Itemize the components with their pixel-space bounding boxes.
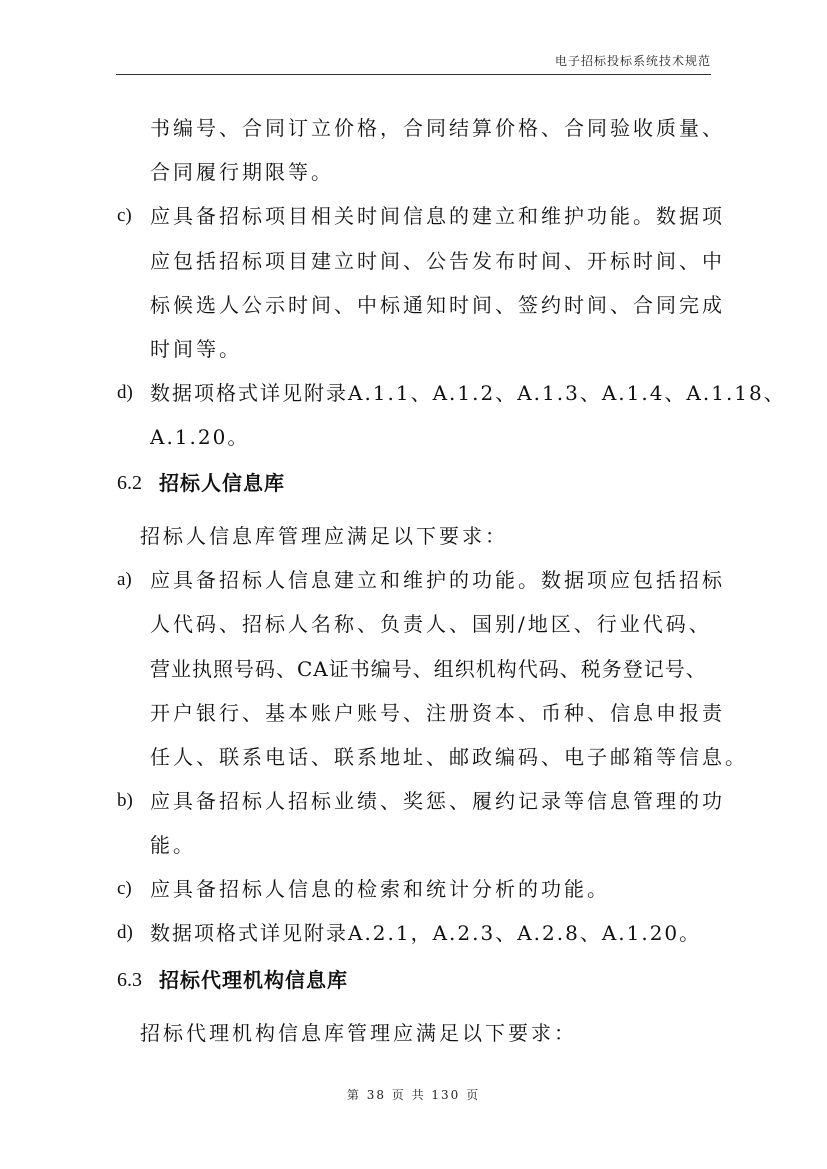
body-line: 合同履行期限等。	[150, 160, 334, 184]
body-line: 应具备招标人招标业绩、奖惩、履约记录等信息管理的功	[150, 789, 725, 813]
body-line: 能。	[150, 833, 196, 857]
list-marker: b)	[117, 790, 133, 811]
page-footer: 第 38 页 共 130 页	[346, 1088, 481, 1102]
body-line: 时间等。	[150, 337, 242, 361]
body-line: 数据项格式详见附录A.2.1，A.2.3、A.2.8、A.1.20。	[150, 921, 702, 945]
section-title: 招标代理机构信息库	[159, 968, 348, 992]
section-number: 6.2	[117, 472, 142, 494]
list-marker: d)	[117, 922, 133, 943]
body-line: 营业执照号码、CA证书编号、组织机构代码、税务登记号、	[150, 657, 707, 681]
body-line: 数据项格式详见附录A.1.1、A.1.2、A.1.3、A.1.4、A.1.18、	[150, 381, 786, 405]
header-rule	[116, 74, 711, 75]
body-line: 应具备招标人信息的检索和统计分析的功能。	[150, 877, 610, 901]
list-marker: c)	[117, 205, 132, 226]
body-line: 任人、联系电话、联系地址、邮政编码、电子邮箱等信息。	[150, 745, 748, 769]
section-title: 招标人信息库	[159, 471, 285, 495]
body-line: 开户银行、基本账户账号、注册资本、币种、信息申报责	[150, 701, 725, 725]
header-title: 电子招标投标系统技术规范	[554, 54, 711, 68]
body-line: A.1.20。	[150, 425, 250, 449]
section-number: 6.3	[117, 969, 142, 991]
body-line: 书编号、合同订立价格，合同结算价格、合同验收质量、	[150, 116, 725, 140]
list-marker: a)	[117, 569, 132, 590]
section-intro: 招标代理机构信息库管理应满足以下要求：	[140, 1021, 577, 1045]
section-intro: 招标人信息库管理应满足以下要求：	[140, 524, 508, 548]
body-line: 标候选人公示时间、中标通知时间、签约时间、合同完成	[150, 293, 725, 317]
body-line: 应包括招标项目建立时间、公告发布时间、开标时间、中	[150, 249, 725, 273]
list-marker: d)	[117, 382, 133, 403]
list-marker: c)	[117, 878, 132, 899]
body-line: 人代码、招标人名称、负责人、国别/地区、行业代码、	[150, 612, 712, 636]
body-line: 应具备招标项目相关时间信息的建立和维护功能。数据项	[150, 204, 725, 228]
body-line: 应具备招标人信息建立和维护的功能。数据项应包括招标	[150, 568, 725, 592]
